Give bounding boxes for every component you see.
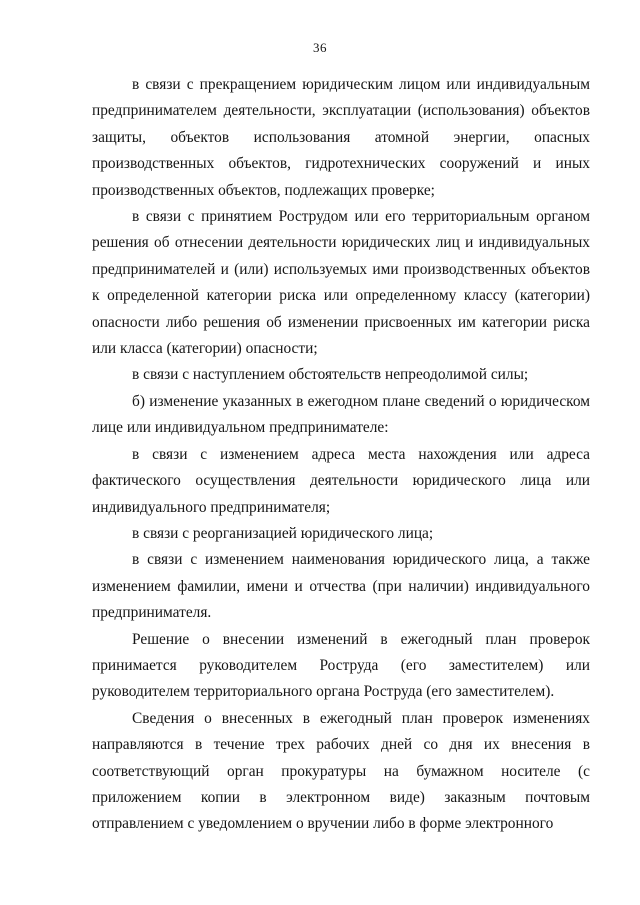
paragraph-address-change: в связи с изменением адреса места нахождения или адреса фактического осуществления деятельности юридического лица или индивидуального предпринимателя; (92, 445, 590, 516)
paragraph-termination-activity: в связи с прекращением юридическим лицом или индивидуальным предпринимателем деятельности, эксплуатации (использования) объектов защиты, объектов использования атомной энергии, опасных производственных объектов, гидротехнических сооружений и иных производственных объектов, подлежащих проверке; (92, 76, 590, 199)
paragraph-decision-authority: Решение о внесении изменений в ежегодный план проверок принимается руководителем Роструда (его заместителем) или руководителем территориального органа Роструда (его заместителем). (92, 630, 590, 701)
paragraph-force-majeure: в связи с наступлением обстоятельств непреодолимой силы; (132, 366, 529, 384)
document-body (92, 72, 590, 838)
paragraph-notification-prosecutor: Сведения о внесенных в ежегодный план проверок изменениях направляются в течение трех рабочих дней со дня их внесения в соответствующий орган прокуратуры на бумажном носителе (с приложением копии в электронном виде) заказным почтовым отправлением с уведомлением о вручении либо в форме электронного (92, 709, 590, 833)
paragraph-reorganization: в связи с реорганизацией юридического лица; (132, 524, 434, 542)
paragraph-item-b-change-info: б) изменение указанных в ежегодном плане сведений о юридическом лице или индивидуальном предпринимателе: (92, 392, 590, 437)
paragraph-risk-category-decision: в связи с принятием Рострудом или его территориальным органом решения об отнесении деятельности юридических лиц и индивидуальных предпринимателей и (или) используемых ими производственных объектов к определенной категории риска или определенному классу (категории) опасности либо решения об изменении присвоенных им категории риска или класса (категории) опасности; (92, 208, 590, 358)
paragraph-name-change: в связи с изменением наименования юридического лица, а также изменением фамилии, имени и отчества (при наличии) индивидуального предпринимателя. (92, 551, 590, 622)
page-number: 36 (313, 40, 327, 55)
